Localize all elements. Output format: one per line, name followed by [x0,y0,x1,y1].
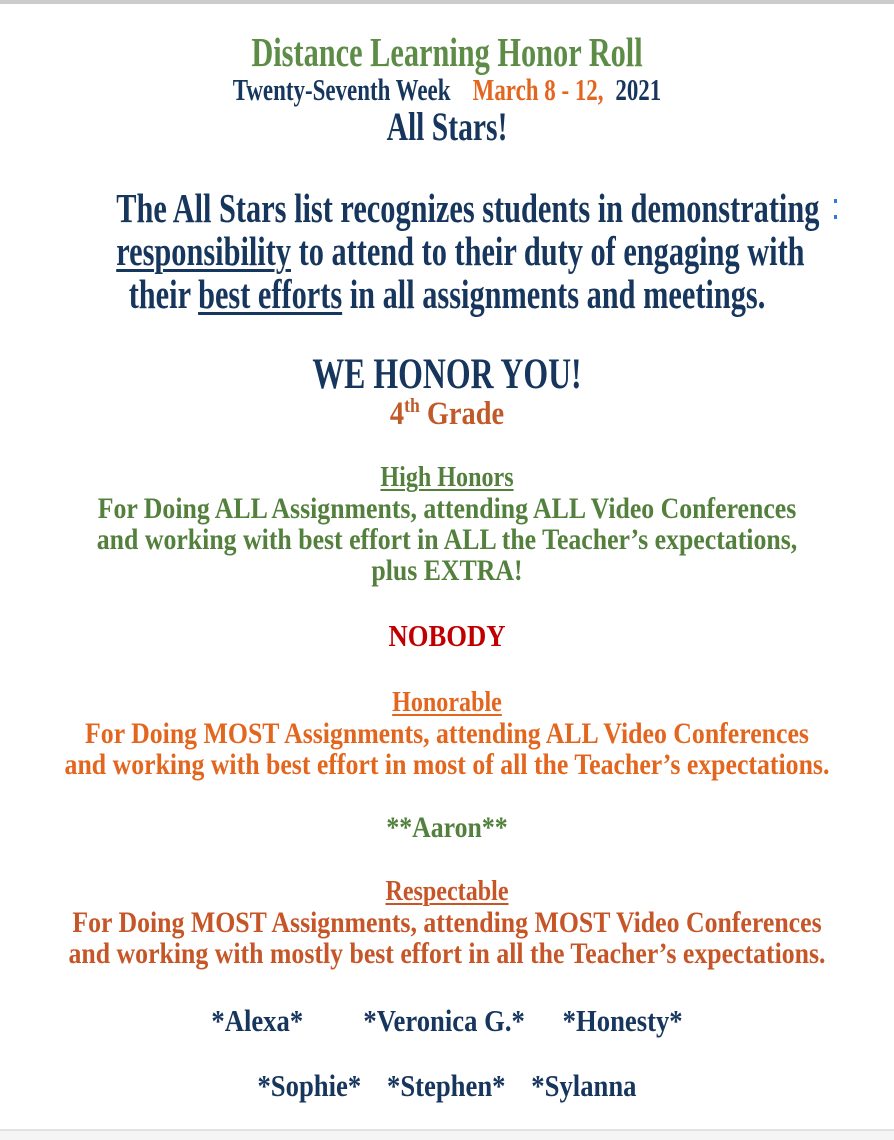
high-honors-description [0,493,894,586]
recipient-nobody: NOBODY [388,618,506,653]
annotation-dot [834,215,837,219]
underlined-best-efforts: best efforts [198,271,343,317]
name-item: *Sophie* [257,1068,362,1103]
section-heading-high-honors: High Honors [380,462,514,493]
names-row-1 [63,1004,832,1037]
description-line: and working with mostly best effort in all the Teacher’s expectations. [68,937,826,970]
recipient-aaron: **Aaron** [386,811,508,844]
subtitle-all-stars: All Stars! [386,104,508,149]
name-item: *Alexa* [211,1003,304,1038]
description-line: For Doing MOST Assignments, attending MOST Video Conferences [72,906,822,939]
bottom-page-edge [0,1129,894,1140]
description-line: For Doing MOST Assignments, attending ALL Video Conferences [85,717,809,750]
week-line [116,73,778,106]
intro-line-3-start: their [128,271,199,317]
week-label: Twenty-Seventh Week [232,72,451,107]
we-honor-you-heading: WE HONOR YOU! [312,351,582,398]
intro-line-3 [116,273,778,316]
page-title: Distance Learning Honor Roll [251,29,643,75]
description-line: and working with best effort in most of all the Teacher’s expectations. [64,748,830,781]
name-item: *Sylanna [531,1068,637,1103]
grade-ordinal: th [404,395,420,417]
intro-paragraph [0,187,894,316]
date-range: March 8 - 12, [472,72,604,107]
honorable-description [0,718,894,780]
description-line: and working with best effort in ALL the Teacher’s expectations, [96,523,798,556]
section-high-honors [0,462,894,652]
intro-line-1: The All Stars list recognizes students in demonstrating [116,185,820,231]
section-heading-honorable: Honorable [392,687,502,718]
description-line: plus EXTRA! [371,554,523,587]
intro-line-2 [116,228,805,274]
intro-line-3-rest: in all assignments and meetings. [342,271,766,317]
names-row-2 [63,1069,832,1102]
intro-line-2-rest: to attend to their duty of engaging with [291,228,805,274]
name-item: *Stephen* [386,1068,506,1103]
annotation-dot [834,199,837,203]
section-respectable [0,876,894,1102]
respectable-description [0,907,894,969]
document-page [0,31,894,1102]
grade-heading [63,396,832,432]
top-bar [0,0,894,4]
section-honorable [0,687,894,844]
underlined-responsibility: responsibility [116,228,292,274]
year: 2021 [615,72,662,107]
grade-number: 4 [389,396,405,432]
name-item: *Honesty* [562,1003,683,1038]
name-item: *Veronica G.* [363,1003,525,1038]
description-line: For Doing ALL Assignments, attending ALL Video Conferences [97,492,797,525]
grade-word: Grade [419,396,505,432]
section-heading-respectable: Respectable [385,876,509,907]
